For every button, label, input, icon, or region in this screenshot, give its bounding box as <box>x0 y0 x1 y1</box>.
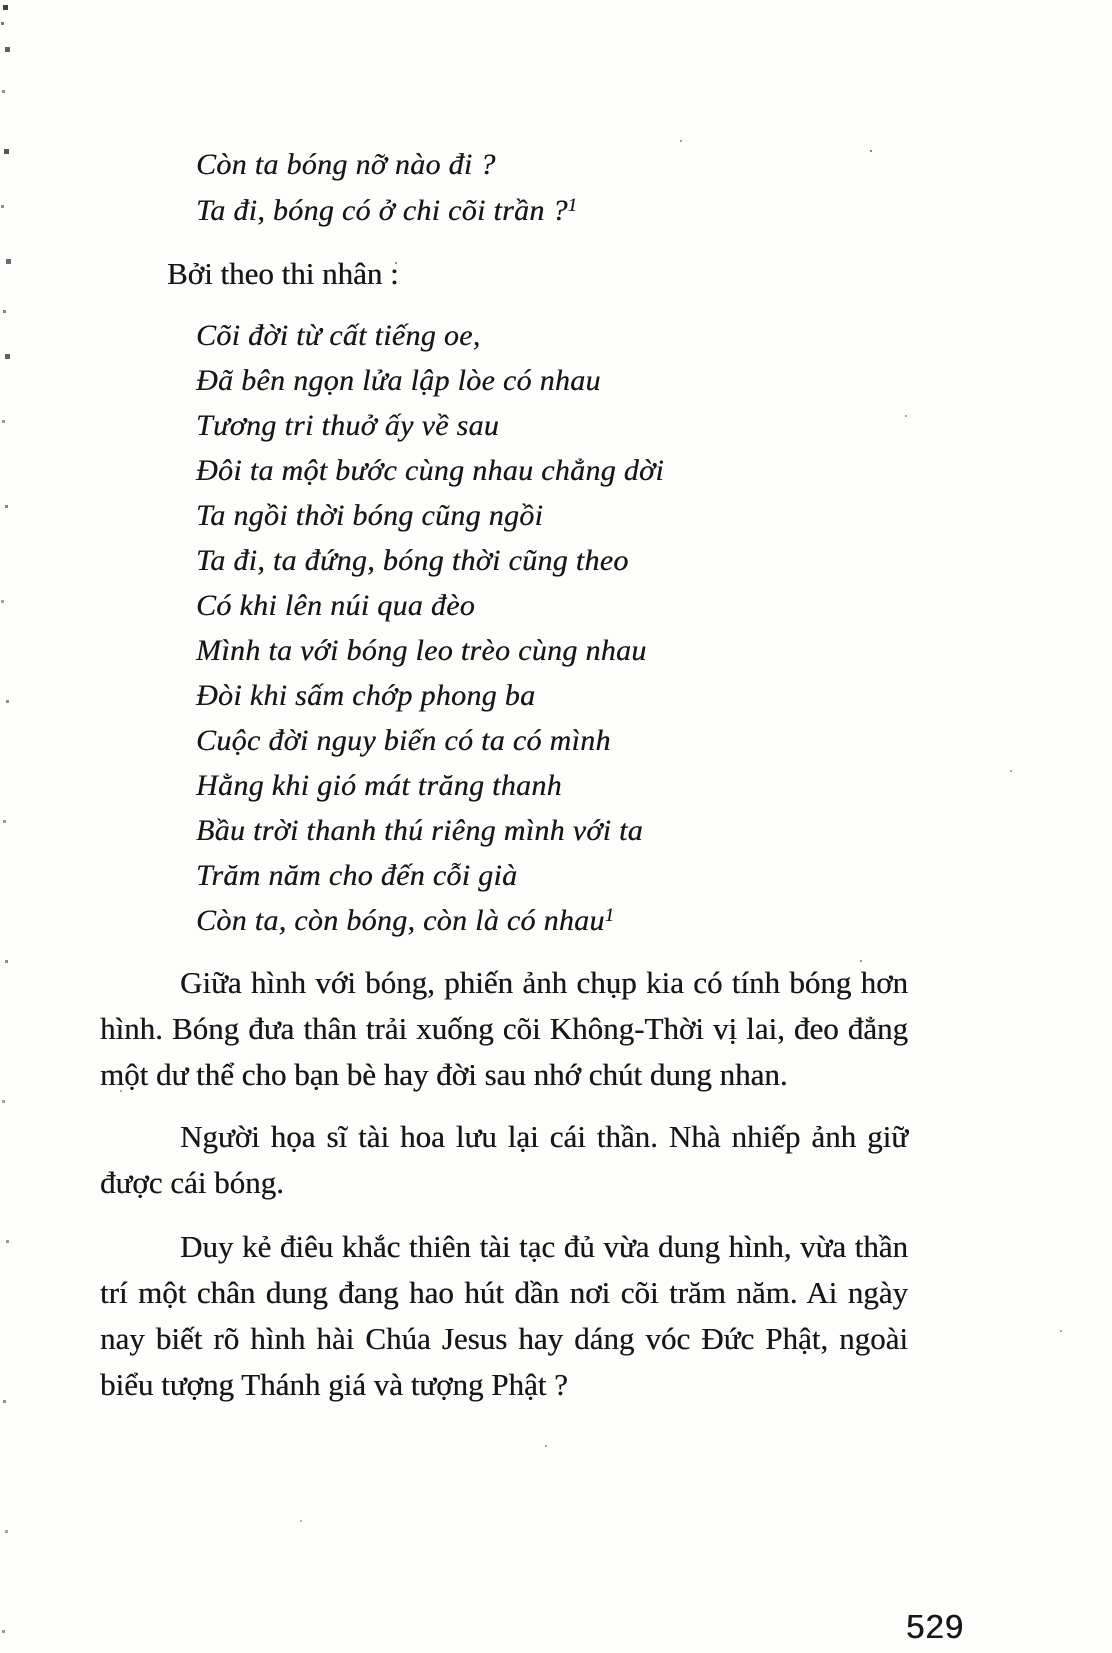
prose-section <box>100 960 908 1408</box>
poem-block <box>196 313 664 943</box>
scan-specks <box>0 0 2 2</box>
opening-couplet <box>196 142 577 234</box>
poem-line: Bầu trời thanh thú riêng mình với ta <box>196 814 643 847</box>
paragraph: Giữa hình với bóng, phiến ảnh chụp kia có tính bóng hơn hình. Bóng đưa thân trải xuống cõi Không-Thời vị lai, đeo đẳng một dư thể cho bạn bè hay đời sau nhớ chút dung nhan. <box>100 965 908 1092</box>
poem-line: Trăm năm cho đến cỗi già <box>196 859 518 892</box>
poem-line: Có khi lên núi qua đèo <box>196 589 476 622</box>
couplet-line <box>196 142 577 188</box>
couplet-line <box>196 188 577 234</box>
couplet-line-text: Còn ta bóng nỡ nào đi ? <box>196 148 496 181</box>
poem-line: Ta đi, ta đứng, bóng thời cũng theo <box>196 544 629 577</box>
footnote-marker: 1 <box>567 195 578 216</box>
poem-line: Tương tri thuở ấy về sau <box>196 409 500 442</box>
poem-line: Hằng khi gió mát trăng thanh <box>196 769 562 802</box>
poem-line: Đã bên ngọn lửa lập lòe có nhau <box>196 364 601 397</box>
paragraph: Duy kẻ điêu khắc thiên tài tạc đủ vừa dung hình, vừa thần trí một chân dung đang hao hút dần nơi cõi trăm năm. Ai ngày nay biết rõ hình hài Chúa Jesus hay dáng vóc Đức Phật, ngoài biểu tượng Thánh giá và tượng Phật ? <box>100 1229 908 1402</box>
poem-line: Đòi khi sấm chớp phong ba <box>196 679 536 712</box>
poem-line: Đôi ta một bước cùng nhau chẳng dời <box>196 454 664 487</box>
poem-line <box>196 898 664 943</box>
poem-line: Cõi đời từ cất tiếng oe, <box>196 319 481 352</box>
footnote-marker: 1 <box>604 905 615 926</box>
couplet-line-text: Ta đi, bóng có ở chi cõi trần ? <box>196 194 568 227</box>
page-number: 529 <box>906 1608 965 1645</box>
intro-line: Bởi theo thi nhân : <box>167 256 399 291</box>
poem-line: Ta ngồi thời bóng cũng ngồi <box>196 499 544 532</box>
poem-line: Mình ta với bóng leo trèo cùng nhau <box>196 634 647 667</box>
poem-line: Cuộc đời nguy biến có ta có mình <box>196 724 611 757</box>
poem-line-text: Còn ta, còn bóng, còn là có nhau <box>196 904 605 937</box>
paragraph: Người họa sĩ tài hoa lưu lại cái thần. Nhà nhiếp ảnh giữ được cái bóng. <box>100 1119 908 1200</box>
